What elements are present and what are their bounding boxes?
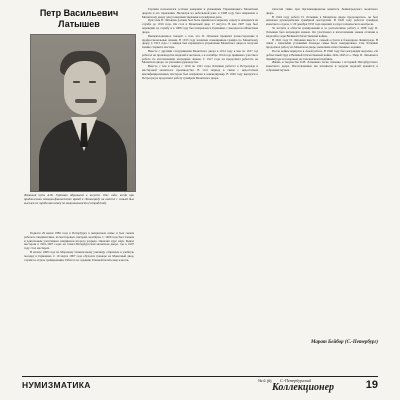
paragraph: В начале 1908 года по Морскому техническому училищу отправлен в учебную поездку в Германию. С 10 марта 1907 года обучался гравюре на Монетный двор, служил в отделе гравирования. Работал по заданию Главной палаты мер и весов. (24, 250, 134, 262)
paragraph: Родился 29 июня 1882 года в Петербурге в мещанской семье и был сыном рабочего синдикатчика, из мастеровых, писарей, монтёров. С 1900 года был членом и деятельным участником синдикатов второго разряда. Окончил курс наук. Бывал мастером в 1901-1907 годах на Санкт-Петербургском монетном дворе, где в 1907 году стал мастером. (24, 232, 134, 251)
section-title: НУМИЗМАТИКА (22, 380, 91, 390)
portrait-mustache (75, 99, 97, 103)
portrait-eye-right (89, 81, 96, 83)
city-label: С.-Петербургский (280, 378, 312, 383)
photo-caption: Жеваный путь А.Ф. Гартман обрывался в августе 1941 года, когда при приближении немецко-фашистских армий к Ленинграду он вместе с семьей был выселен из города как немец по национальности (эстрадский). (24, 193, 134, 205)
portrait-eye-left (73, 81, 80, 83)
paragraph: Вместе с другими сотрудниками Монетного двора в 1914 году в мае по 1917 год работал на производстве медалей и жетонов, а в сентябре 1914 года принимал участие в работе по изготовлению наградных знаков. С 1917 года он продолжал работать на Монетном дворе, по указанию руководства. (142, 48, 258, 65)
portrait-photo (30, 34, 136, 192)
article-column-left (24, 232, 134, 392)
article-title (22, 8, 136, 32)
page-number: 19 (365, 379, 378, 391)
page-footer (0, 372, 400, 394)
issue-number: № 6 (6) (258, 378, 272, 383)
paragraph: В 1941 году П. Латышев вместе с семьей остался в блокадном Ленинграде. В связи с тяжелыми условиями блокады семья была эвакуирована. Сам Латышев продолжал работу на Монетном дворе, выполняя ответственные задания. (266, 37, 378, 50)
paragraph: Гартман пользовался особым доверием и уважением Управляющего Монетным двором и его правления. Несмотря на небольшой ранг, в 1908 году был направлен к Монетному двору для усовершенствования в гравёрном деле. (142, 8, 258, 19)
magazine-brand: Коллекционер (272, 382, 335, 393)
article-column-right (266, 8, 378, 336)
title-surname: Латышев (58, 19, 100, 29)
paragraph: При этом П. Латышев должен был быть приписан к мерному отделу и находился на службе до 1916 года. Он стал в Монетный двор 17 августа. В мае 1907 года был переведён на службу и в 1908 году был направлен в Германию с выездом на Монетном дворе. (142, 18, 258, 34)
paragraph: Вместе с тем в период с 1919 по 1921 годы Латышев работал в Петрограде в мастерской монетного производства. В этот период в связи с недостатком квалифицированных мастеров был направлен в командировку. В 1920 году вернулся в Петроград и продолжал работу гравёром Монетного двора. (142, 64, 258, 80)
paragraph: запастей тайна при Организационном комитете Ленинградского монетного двора. (266, 8, 378, 15)
title-name: Петр Васильевич (39, 8, 119, 18)
paragraph: В 1924 году работа П. Латышев в Монетном дворе продолжалась, он был назначен руководителем гравёрной мастерской. В 1926 году работал гравёром монетного отдела. С 20 декабря 1933 года перешёл в отдел технического контроля. (266, 14, 378, 27)
paragraph: После войны вернулся к своей работе. В 1946 году был награждён медалью «За доблестный труд в Великой Отечественной войне 1941-1945 гг.». Умер П. Латышев в Ленинграде и похоронен на Смоленском кладбище. (266, 48, 378, 61)
paragraph: За заслуги в области гравирования и за долголетнюю работу в 1938 году П. Латышев был награждён знаком. Он участвовал в изготовлении знаков отличия и медалей в годы Великой Отечественной войны. (266, 26, 378, 38)
paragraph: Вышеизложенное говорит о том, что П. Латышев проявлял разносторонние и профессиональные знания. В 1913 году назначен помощником гравёра по Монетному двору. С 1915 года с 1 января был переведён в управление Монетного двора и получил звание старшего мастера. (142, 33, 258, 50)
magazine-masthead (258, 377, 378, 397)
paragraph: Жизнь и творчество П.В. Латышева тесно связаны с историей Петербургского монетного двора. Изготовленные им штемпели и модели медалей хранятся в собраниях музеев. (266, 60, 378, 72)
author-signature: Марат Бейбор (С.-Петербург) (311, 340, 378, 345)
article-column-middle (142, 8, 258, 392)
portrait-face (64, 61, 106, 115)
